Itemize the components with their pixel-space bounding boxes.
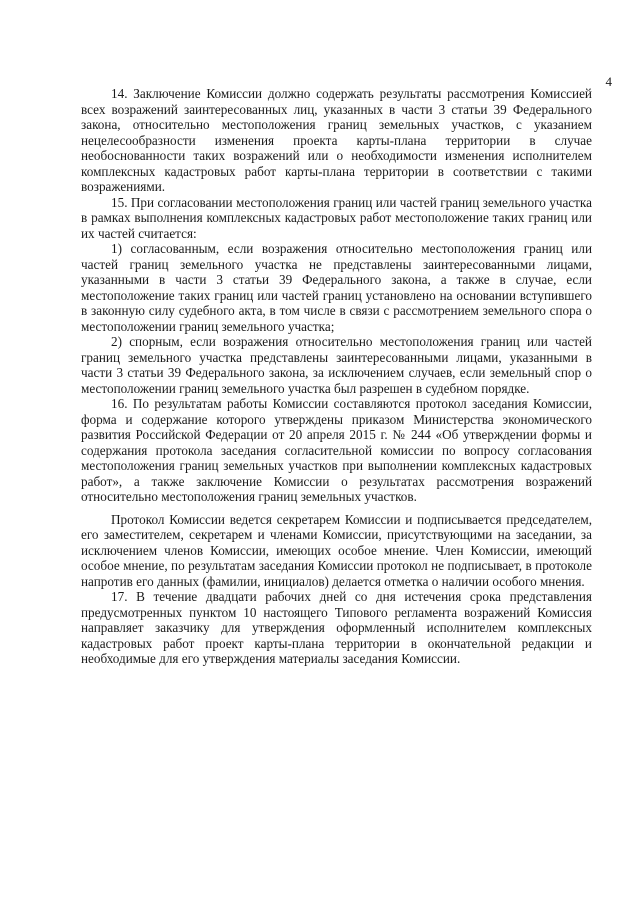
page-number: 4 [605, 74, 612, 89]
paragraph-17: 17. В течение двадцати рабочих дней со дня истечения срока представления предусмотренных пунктом 10 настоящего Типового регламента возражений Комиссия направляет заказчику для утверждения оформленный исполнителем комплексных кадастровых работ проект карты-плана территории в окончательной редакции и необходимые для его утверждения материалы заседания Комиссии. [81, 589, 592, 666]
document-body [81, 86, 592, 667]
paragraph-15-item-2: 2) спорным, если возражения относительно местоположения границ или частей границ земельного участка представлены заинтересованными лицами, указанными в части 3 статьи 39 Федерального закона, за исключением случаев, если земельный спор о местоположении границ земельного участка был разрешен в судебном порядке. [81, 334, 592, 396]
paragraph-15-item-1: 1) согласованным, если возражения относительно местоположения границ или частей границ земельного участка не представлены заинтересованными лицами, указанными в части 3 статьи 39 Федерального закона, а также в случае, если местоположение таких границ или частей границ установлено на основании вступившего в законную силу судебного акта, в том числе в связи с рассмотрением земельного спора о местоположении границ земельного участка; [81, 241, 592, 334]
paragraph-16: 16. По результатам работы Комиссии составляются протокол заседания Комиссии, форма и содержание которого утверждены приказом Министерства экономического развития Российской Федерации от 20 апреля 2015 г. № 244 «Об утверждении формы и содержания протокола заседания согласительной комиссии по вопросу согласования местоположения границ земельных участков при выполнении комплексных кадастровых работ», а также заключение Комиссии о результатах рассмотрения возражений относительно местоположения границ земельных участков. [81, 396, 592, 504]
paragraph-14: 14. Заключение Комиссии должно содержать результаты рассмотрения Комиссией всех возражений заинтересованных лиц, указанных в части 3 статьи 39 Федерального закона, относительно местоположения границ земельных участков, с указанием нецелесообразности изменения проекта карты-плана территории в случае необоснованности таких возражений или о необходимости изменения исполнителем комплексных кадастровых работ карты-плана территории в соответствии с такими возражениями. [81, 86, 592, 194]
paragraph-protocol: Протокол Комиссии ведется секретарем Комиссии и подписывается председателем, его заместителем, секретарем и членами Комиссии, присутствующими на заседании, за исключением членов Комиссии, имеющих особое мнение. Член Комиссии, имеющий особое мнение, по результатам заседания Комиссии протокол не подписывает, в протоколе напротив его данных (фамилии, инициалов) делается отметка о наличии особого мнения. [81, 511, 592, 589]
paragraph-15: 15. При согласовании местоположения границ или частей границ земельного участка в рамках выполнения комплексных кадастровых работ местоположение таких границ или их частей считается: [81, 194, 592, 241]
